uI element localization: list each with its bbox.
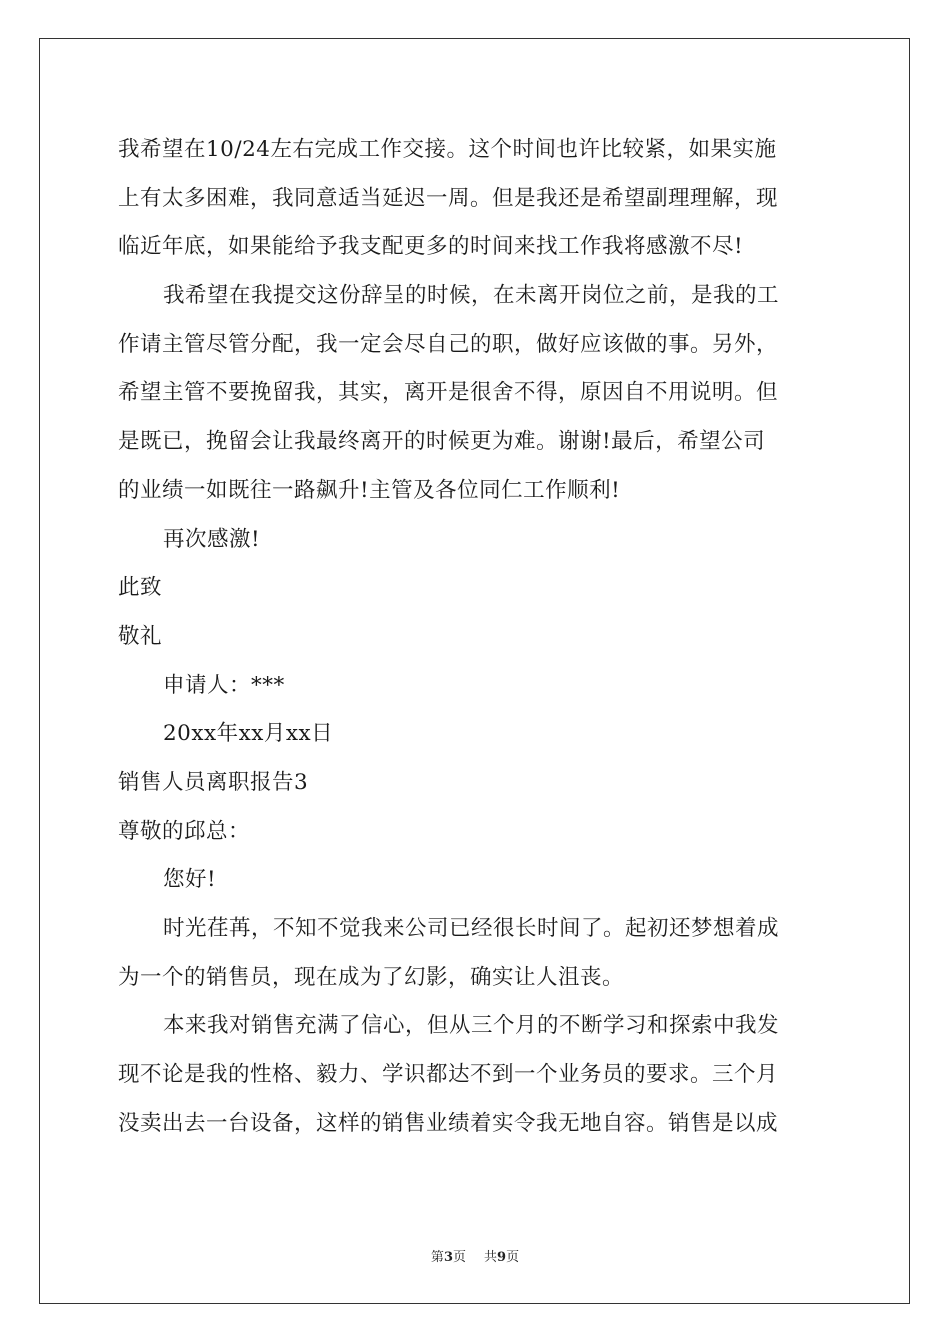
page-prefix: 第 <box>430 1250 444 1265</box>
closing-line: 此致 <box>118 575 163 601</box>
paragraph-line: 我希望在我提交这份辞呈的时候，在未离开岗位之前，是我的工 <box>163 283 780 309</box>
paragraph-line: 希望主管不要挽留我，其实，离开是很舍不得，原因自不用说明。但 <box>118 380 779 406</box>
paragraph-line: 本来我对销售充满了信心，但从三个月的不断学习和探索中我发 <box>163 1013 780 1039</box>
paragraph-line: 上有太多困难，我同意适当延迟一周。但是我还是希望副理理解，现 <box>118 185 779 211</box>
document-body <box>118 126 838 1148</box>
date-line: 20xx年xx月xx日 <box>163 721 334 747</box>
total-prefix: 共 <box>484 1250 498 1265</box>
thanks-line: 再次感激! <box>163 526 261 552</box>
greeting-line: 您好! <box>163 867 217 893</box>
paragraph-line: 我希望在10/24左右完成工作交接。这个时间也许比较紧，如果实施 <box>118 137 777 162</box>
paragraph-line: 临近年底，如果能给予我支配更多的时间来找工作我将感激不尽! <box>118 234 744 260</box>
paragraph-line: 作请主管尽管分配，我一定会尽自己的职，做好应该做的事。另外， <box>118 331 779 357</box>
total-suffix: 页 <box>506 1250 520 1265</box>
paragraph-line: 的业绩一如既往一路飙升!主管及各位同仁工作顺利! <box>118 477 621 503</box>
page-footer <box>0 1246 950 1265</box>
salutation-line: 敬礼 <box>118 623 163 649</box>
applicant-line: 申请人：*** <box>163 672 285 698</box>
section-title: 销售人员离职报告3 <box>118 769 309 795</box>
paragraph-line: 现不论是我的性格、毅力、学识都达不到一个业务员的要求。三个月 <box>118 1062 779 1088</box>
paragraph-line: 没卖出去一台设备，这样的销售业绩着实令我无地自容。销售是以成 <box>118 1110 779 1136</box>
paragraph-line: 是既已，挽留会让我最终离开的时候更为难。谢谢!最后，希望公司 <box>118 429 766 455</box>
total-pages-number: 9 <box>497 1250 507 1265</box>
recipient-line: 尊敬的邱总： <box>118 818 251 844</box>
paragraph-line: 时光荏苒，不知不觉我来公司已经很长时间了。起初还梦想着成 <box>163 916 780 941</box>
current-page-number: 3 <box>443 1250 453 1265</box>
page-suffix: 页 <box>452 1250 466 1265</box>
paragraph-line: 为一个的销售员，现在成为了幻影，确实让人沮丧。 <box>118 964 625 990</box>
